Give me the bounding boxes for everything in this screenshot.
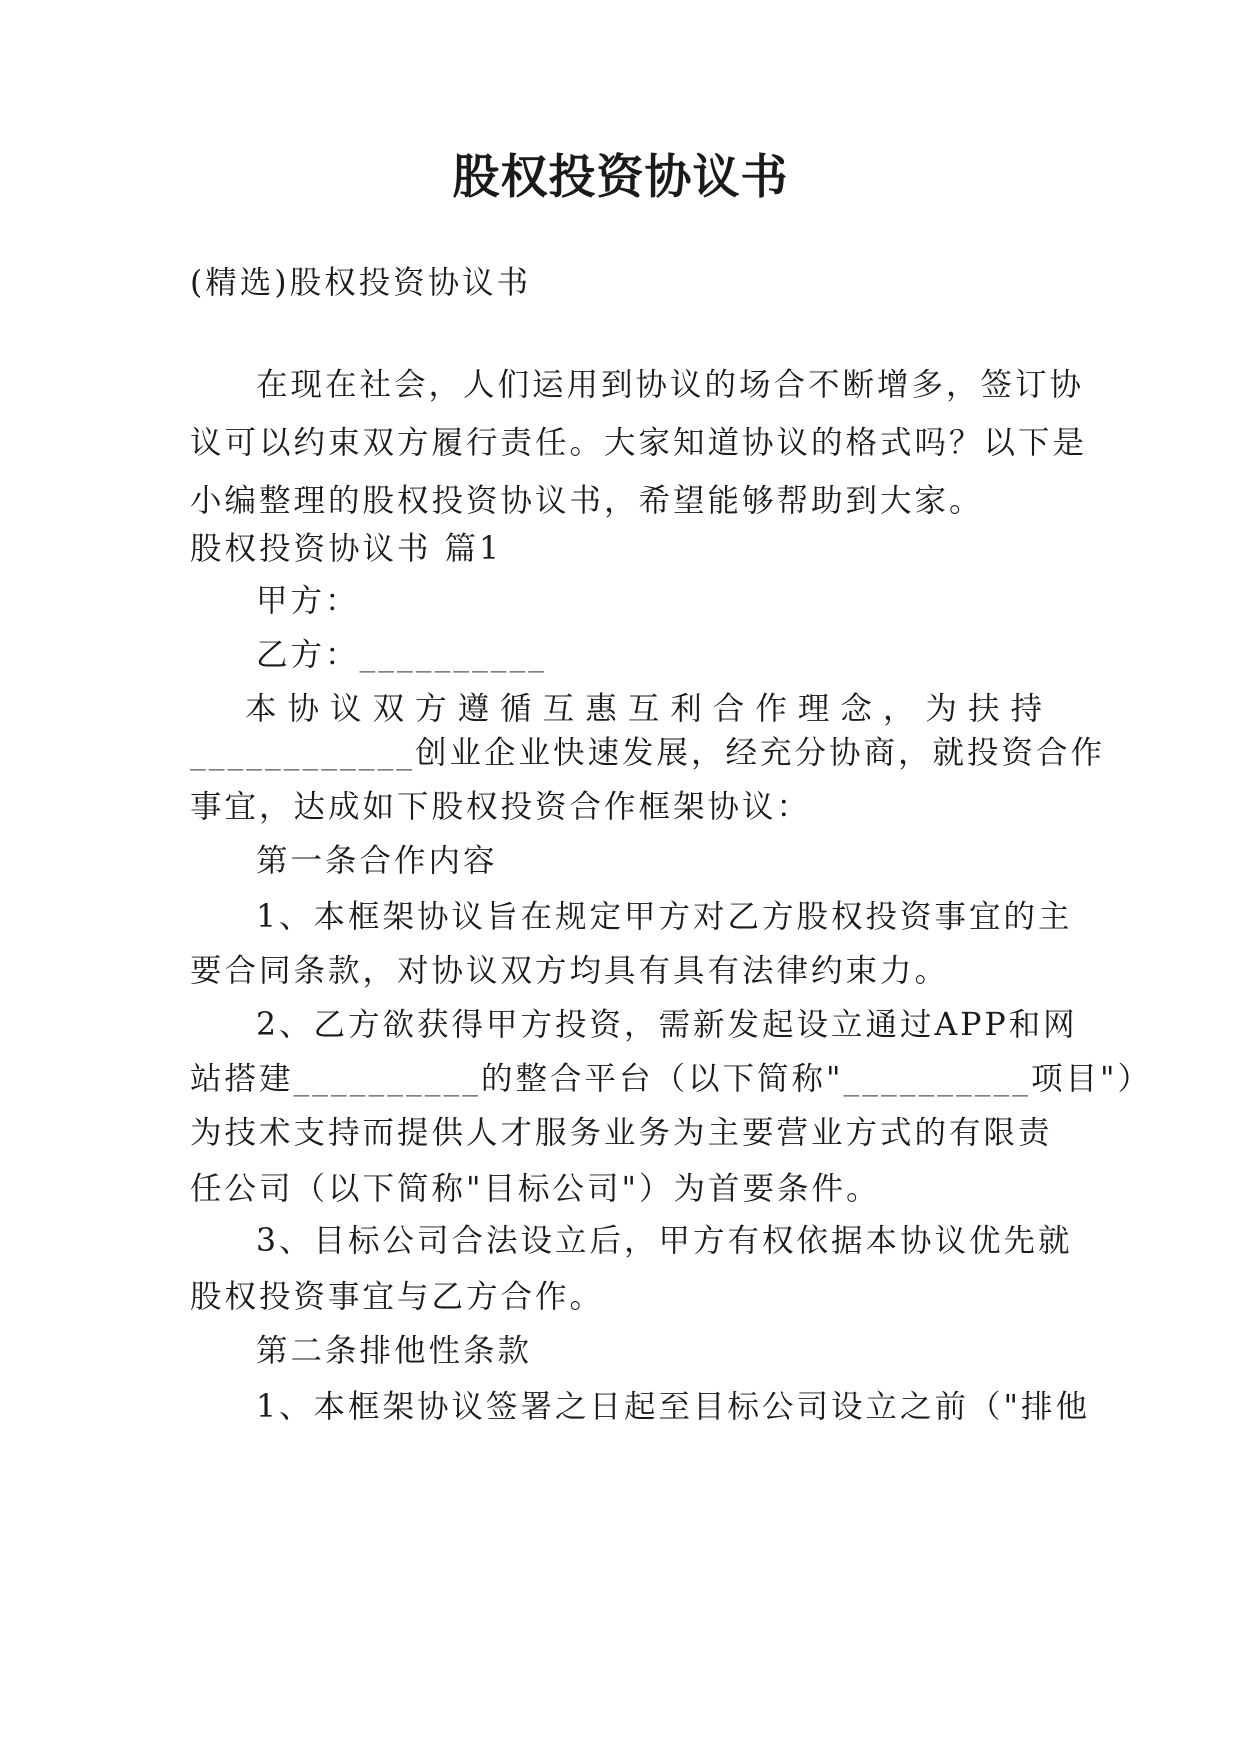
intro-line-3: 小编整理的股权投资协议书，希望能够帮助到大家。 [190, 483, 984, 519]
article-1-item-3-line-1: 3、目标公司合法设立后，甲方有权依据本协议优先就 [256, 1223, 1073, 1259]
intro-line-1: 在现在社会，人们运用到协议的场合不断增多，签订协 [256, 367, 1085, 403]
item-2-blank-1: __________ [293, 1061, 482, 1097]
article-1-item-2-line-2 [190, 1050, 1153, 1108]
intro-line-2: 议可以约束双方履行责任。大家知道协议的格式吗？以下是 [190, 425, 1088, 461]
article-2-item-1-line-1: 1、本框架协议签署之日起至目标公司设立之前（"排他 [256, 1389, 1091, 1425]
item-2-text-a: 站搭建 [190, 1061, 294, 1097]
party-b-label: 乙方： [256, 637, 360, 673]
item-2-text-b: 的整合平台（以下简称" [481, 1061, 844, 1097]
party-b-blank: __________ [359, 637, 548, 673]
preamble-line-1: 本协议双方遵循互惠互利合作理念，为扶持 [245, 691, 1052, 727]
preamble-line-2-text: 创业企业快速发展，经充分协商，就投资合作 [415, 735, 1106, 771]
party-a-label: 甲方： [256, 583, 360, 619]
article-1-title: 第一条合作内容 [256, 843, 498, 879]
article-1-item-2-line-1: 2、乙方欲获得甲方投资，需新发起设立通过APP和网 [256, 1007, 1078, 1043]
article-1-item-3-line-2: 股权投资事宜与乙方合作。 [190, 1279, 605, 1315]
item-2-text-c: 项目"） [1031, 1061, 1153, 1097]
article-1-item-1-line-1: 1、本框架协议旨在规定甲方对乙方股权投资事宜的主 [256, 899, 1073, 935]
article-1-item-2-line-3: 为技术支持而提供人才服务业务为主要营业方式的有限责 [190, 1115, 1053, 1151]
document-subtitle: (精选)股权投资协议书 [190, 265, 532, 301]
article-2-title: 第二条排他性条款 [256, 1333, 533, 1369]
preamble-blank: ____________ [190, 735, 415, 771]
party-b-line [256, 626, 1052, 684]
section-heading: 股权投资协议书 篇1 [190, 531, 503, 567]
article-1-item-2-line-4: 任公司（以下简称"目标公司"）为首要条件。 [190, 1171, 881, 1207]
item-2-blank-2: __________ [843, 1061, 1032, 1097]
article-1-item-1-line-2: 要合同条款，对协议双方均具有具有法律约束力。 [190, 953, 950, 989]
preamble-line-3: 事宜，达成如下股权投资合作框架协议： [190, 789, 812, 825]
preamble-line-2 [190, 724, 1106, 782]
document-title: 股权投资协议书 [452, 150, 789, 205]
